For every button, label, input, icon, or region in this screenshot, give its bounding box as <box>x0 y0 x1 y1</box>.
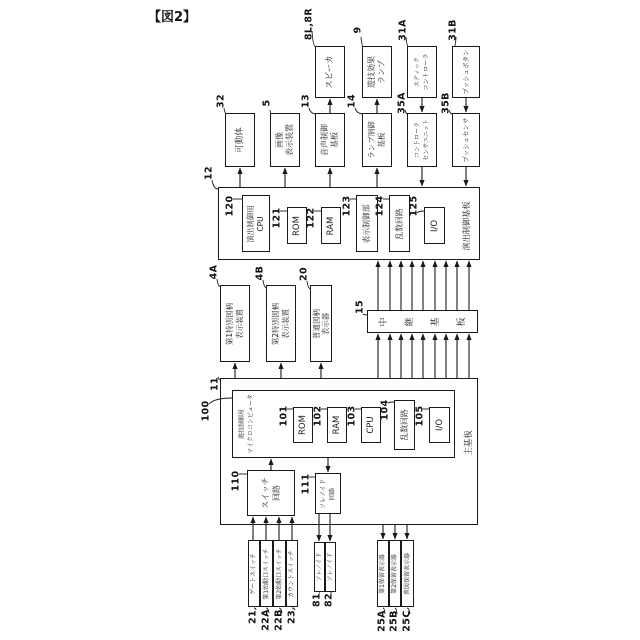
solenoid-82-box <box>325 542 336 592</box>
push-button-box <box>452 46 480 98</box>
ref-label-14: 14 <box>346 93 358 109</box>
main-ram-box-label: RAM <box>332 415 342 435</box>
first-start-switch-box <box>260 540 273 607</box>
main-io-box <box>429 407 450 443</box>
image-display-box-label: 画像 表示装置 <box>275 124 294 156</box>
effect-control-board-label-label: 演出制御基板 <box>461 201 471 251</box>
display-control-box-label: 表示制御部 <box>362 204 371 243</box>
solenoid-82-box-label: ソレノイド <box>326 552 334 582</box>
ref-label-31a: 31A <box>397 19 409 41</box>
first-hold-display-box-label: 第1保留表示器 <box>379 553 386 594</box>
effect-cpu-box-label: 演出制御用 CPU <box>246 204 265 243</box>
normal-hold-display-box <box>401 540 414 607</box>
count-switch-box-label: カウントスイッチ <box>288 549 295 598</box>
game-effect-lamp-box-label: 遊技効果 ランプ <box>367 56 386 88</box>
relay-board-box-label: 中 継 基 板 <box>378 316 467 327</box>
ref-label-122: 122 <box>305 207 317 229</box>
ref-label-5: 5 <box>261 99 273 107</box>
ref-label-12: 12 <box>203 165 215 181</box>
ref-label-11: 11 <box>209 376 221 392</box>
switch-circuit-box <box>247 470 295 516</box>
gate-switch-box-label: ゲートスイッチ <box>250 552 257 595</box>
switch-circuit-box-label: スイッチ 回路 <box>261 477 281 509</box>
ref-label-101: 101 <box>278 405 290 427</box>
ref-label-120: 120 <box>224 195 236 217</box>
ref-label-20: 20 <box>298 266 310 282</box>
ref-label-22b: 22B <box>273 609 285 631</box>
special-symbol-display-2-box <box>266 285 296 362</box>
ref-label-104: 104 <box>379 399 391 421</box>
ref-label-81: 81 <box>311 592 323 608</box>
main-rom-box <box>293 407 313 443</box>
solenoid-circuit-box <box>315 473 341 514</box>
ref-label-8l8r: 8L,8R <box>303 7 315 41</box>
second-hold-display-box-label: 第2保留表示器 <box>391 553 398 594</box>
ref-label-31b: 31B <box>447 19 459 41</box>
speaker-box <box>315 46 345 98</box>
game-effect-lamp-box <box>362 46 392 98</box>
ref-label-110: 110 <box>230 470 242 492</box>
ref-label-32: 32 <box>215 93 227 109</box>
push-button-box-label: プッシュボタン <box>462 49 470 95</box>
relay-board-box <box>367 310 478 333</box>
lamp-control-board-box <box>362 113 392 167</box>
sound-control-board-box <box>315 113 345 167</box>
controller-sensor-unit-box <box>407 113 437 167</box>
second-start-switch-box-label: 第2始動口スイッチ <box>275 547 283 600</box>
ref-label-125: 125 <box>408 195 420 217</box>
effect-cpu-box <box>242 195 270 252</box>
effect-io-box <box>424 207 445 244</box>
special-symbol-display-1-box <box>220 285 250 362</box>
movable-body-box-label: 可動体 <box>235 127 245 153</box>
main-board-label-label: 主基板 <box>464 429 474 456</box>
main-io-box-label: I/O <box>434 418 445 432</box>
ref-label-102: 102 <box>312 405 324 427</box>
effect-random-circuit-box <box>389 195 410 252</box>
ref-label-25a: 25A <box>376 610 388 632</box>
ref-label-13: 13 <box>300 93 312 109</box>
normal-hold-display-box-label: 普図保留表示器 <box>403 552 411 595</box>
main-rom-box-label: ROM <box>298 415 308 435</box>
second-hold-display-box <box>389 540 401 607</box>
main-board-label <box>459 420 479 465</box>
ref-label-35b: 35B <box>440 92 452 114</box>
main-ram-box <box>327 407 347 443</box>
game-control-microcomputer-label-label: 遊技制御用 マイクロコンピュータ <box>238 394 254 454</box>
main-random-circuit-box-label: 乱数回路 <box>399 409 409 441</box>
sound-control-board-box-label: 音声制御 基板 <box>320 124 339 156</box>
ref-label-123: 123 <box>341 195 353 217</box>
ref-label-4a: 4A <box>208 264 220 280</box>
controller-sensor-unit-box-label: コントローラ センサユニット <box>414 119 430 161</box>
lamp-control-board-box-label: ランプ制御 基板 <box>367 121 386 159</box>
effect-rom-box-label: ROM <box>292 215 302 236</box>
effect-control-board-label <box>456 192 476 260</box>
stick-controller-box <box>407 46 437 98</box>
special-symbol-display-2-box-label: 第2特別図柄 表示装置 <box>271 302 290 345</box>
effect-random-circuit-box-label: 乱数回路 <box>394 207 404 240</box>
solenoid-circuit-box-label: ソレノイド 回路 <box>320 478 336 509</box>
count-switch-box <box>286 540 298 607</box>
effect-ram-box <box>321 207 341 244</box>
ref-label-22a: 22A <box>260 609 272 631</box>
special-symbol-display-1-box-label: 第1特別図柄 表示装置 <box>225 302 244 345</box>
push-sensor-box-label: プッシュセンサ <box>462 117 470 163</box>
ref-label-100: 100 <box>200 400 212 422</box>
ref-label-25b: 25B <box>388 610 400 632</box>
main-random-circuit-box <box>394 400 415 450</box>
ref-label-4b: 4B <box>254 265 266 281</box>
ref-label-111: 111 <box>300 473 312 495</box>
solenoid-81-box-label: ソレノイド <box>315 552 323 582</box>
stick-controller-box-label: スティック コントローラ <box>414 53 430 91</box>
solenoid-81-box <box>314 542 325 592</box>
ref-label-15: 15 <box>354 299 366 315</box>
ref-label-82: 82 <box>323 592 335 608</box>
main-cpu-box-label: CPU <box>366 416 376 434</box>
image-display-box <box>270 113 300 167</box>
speaker-box-label: スピーカ <box>325 55 335 89</box>
second-start-switch-box <box>273 540 286 607</box>
normal-symbol-display-box <box>310 285 332 362</box>
first-hold-display-box <box>377 540 389 607</box>
effect-ram-box-label: RAM <box>326 216 336 235</box>
normal-symbol-display-box-label: 普通図柄 表示器 <box>312 308 330 339</box>
ref-label-25c: 25C <box>401 610 413 632</box>
game-control-microcomputer-label <box>237 391 257 457</box>
movable-body-box <box>225 113 255 167</box>
ref-label-103: 103 <box>346 405 358 427</box>
ref-label-35a: 35A <box>396 92 408 114</box>
push-sensor-box <box>452 113 480 167</box>
ref-label-121: 121 <box>271 207 283 229</box>
ref-label-105: 105 <box>414 405 426 427</box>
ref-label-9: 9 <box>352 26 364 34</box>
effect-io-box-label: I/O <box>429 219 440 232</box>
first-start-switch-box-label: 第1始動口スイッチ <box>262 547 270 600</box>
effect-rom-box <box>287 207 307 244</box>
ref-label-124: 124 <box>374 195 386 217</box>
main-cpu-box <box>361 407 381 443</box>
gate-switch-box <box>248 540 260 607</box>
ref-label-21: 21 <box>247 609 259 625</box>
ref-label-23: 23 <box>286 609 298 625</box>
figure-title: 【図2】 <box>148 10 197 25</box>
